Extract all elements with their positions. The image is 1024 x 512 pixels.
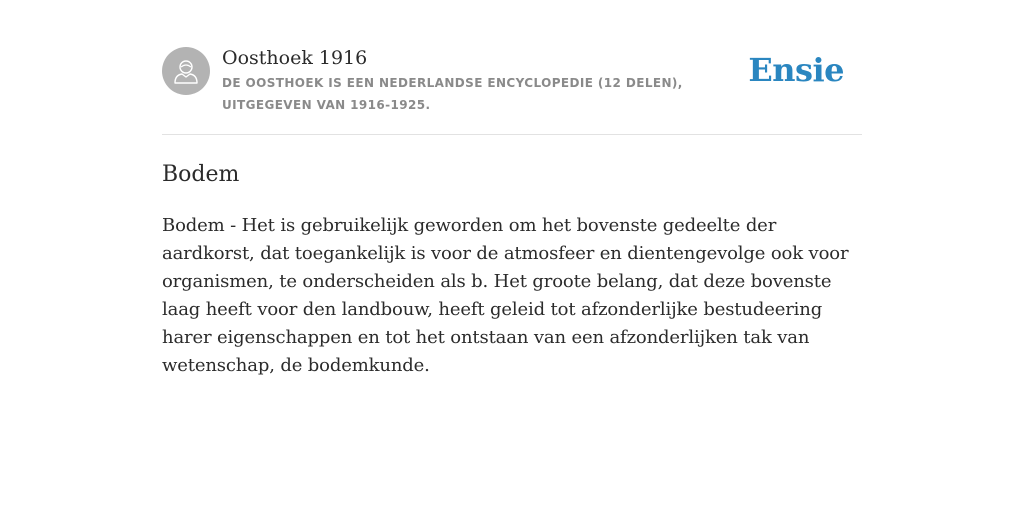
source-header (162, 44, 862, 135)
page-container (162, 44, 862, 376)
entry-title: Bodem (162, 162, 240, 187)
source-title[interactable]: Oosthoek 1916 (222, 47, 368, 69)
source-description: DE OOSTHOEK IS EEN NEDERLANDSE ENCYCLOPEDIE (12 DELEN), UITGEGEVEN VAN 1916-1925. (222, 76, 683, 112)
entry-body: Bodem - Het is gebruikelijk geworden om het bovenste gedeelte der aardkorst, dat toegankelijk is voor de atmosfeer en dientengevolge ook voor organismen, te onderscheiden als b. Het groote belang, dat deze bovenste laag heeft voor den landbouw, heeft geleid tot afzonderlijke bestudeering harer eigenschappen en tot het ontstaan van een afzonderlijken tak van wetenschap, de bodemkunde. (162, 215, 849, 376)
source-avatar (162, 47, 210, 95)
user-silhouette-icon (172, 57, 200, 85)
ensie-logo-link[interactable]: Ensie (748, 51, 844, 89)
source-info (222, 44, 762, 116)
